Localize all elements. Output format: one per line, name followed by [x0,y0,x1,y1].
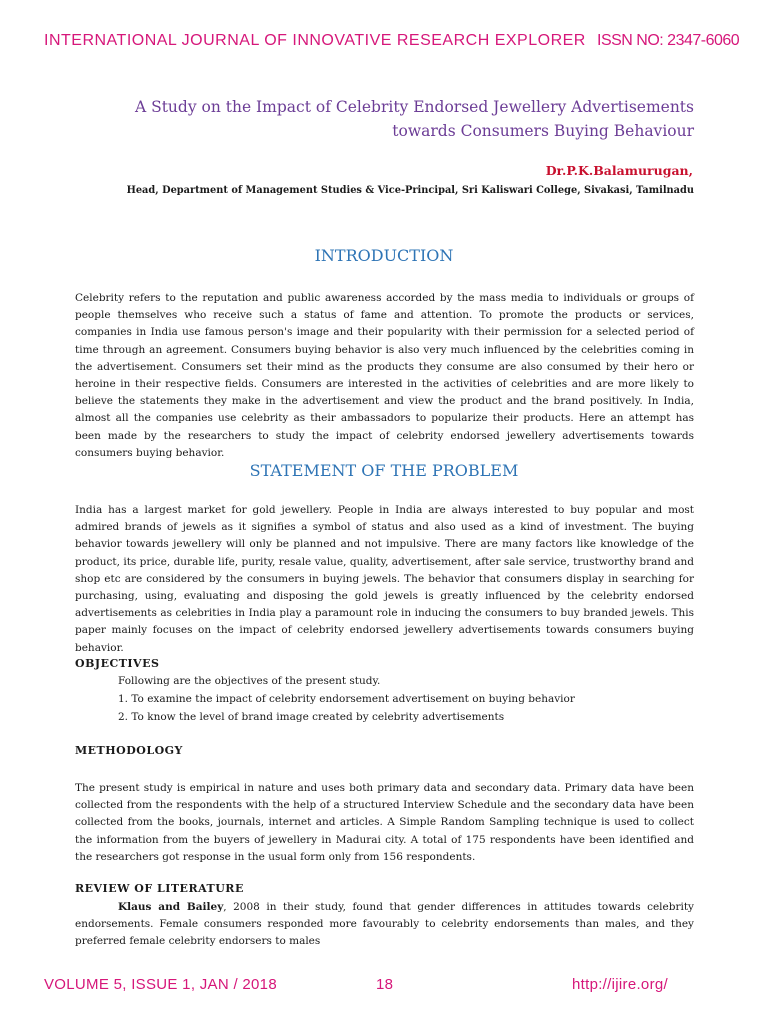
problem-paragraph: India has a largest market for gold jewellery. People in India are always interested to buy popular and most admired brands of jewels as it signifies a symbol of status and also used as a kind of investment. The buying behavior towards jewellery will only be planned and not impulsive. There are many factors like knowledge of the product, its price, durable life, purity, resale value, quality, advertisement, after sale service, trustworthy brand and shop etc are considered by the consumers in buying jewels. The behavior that consumers display in searching for purchasing, using, evaluating and disposing the gold jewels is greatly influenced by the celebrity endorsed advertisements as celebrities in India play a paramount role in inducing the consumers to buy branded jewels. This paper mainly focuses on the impact of celebrity endorsed jewellery advertisements towards consumers buying behavior. [75,504,694,654]
journal-name: INTERNATIONAL JOURNAL OF INNOVATIVE RESEARCH EXPLORER [44,32,586,49]
author-name: Dr.P.K.Balamurugan, [545,163,693,178]
author-affiliation: Head, Department of Management Studies & Vice-Principal, Sri Kaliswari College, Sivakasi, Tamilnadu [126,185,694,196]
objectives-intro: Following are the objectives of the present study. [118,675,381,687]
problem-heading: STATEMENT OF THE PROBLEM [249,461,519,480]
footer-url-link[interactable]: http://ijire.org/ [572,976,668,993]
objective-item: 2. To know the level of brand image created by celebrity advertisements [118,711,505,723]
paper-title [100,95,694,143]
methodology-paragraph: The present study is empirical in nature and uses both primary data and secondary data. Primary data have been collected from the respondents with the help of a structured Interview Schedule and the secondary data have been collected from the books, journals, internet and articles. A Simple Random Sampling technique is used to collect the information from the buyers of jewellery in Madurai city. A total of 175 respondents have been identified and the researchers got response in the usual form only from 156 respondents. [75,782,694,863]
literature-author: Klaus and Bailey [118,901,224,913]
methodology-heading: METHODOLOGY [75,744,183,757]
journal-issn: ISSN NO: 2347-6060 [597,32,740,49]
page-number: 18 [376,976,394,993]
introduction-paragraph: Celebrity refers to the reputation and public awareness accorded by the mass media to individuals or groups of people themselves who receive such a status of fame and attention. To promote the products or services, companies in India use famous person's image and their popularity with their permission for a selected period of time through an agreement. Consumers buying behavior is also very much influenced by the celebrities coming in the advertisement. Consumers set their mind as the products they consume are also consumed by their hero or heroine in their respective fields. Consumers are interested in the activities of celebrities and are more likely to believe the statements they make in the advertisement and view the product and the brand positively. In India, almost all the companies use celebrity as their ambassadors to popularize their products. Here an attempt has been made by the researchers to study the impact of celebrity endorsed jewellery advertisements towards consumers buying behavior. [75,292,694,459]
literature-heading: REVIEW OF LITERATURE [75,882,244,895]
paper-title-line-2: towards Consumers Buying Behaviour [392,122,694,140]
objective-item: 1. To examine the impact of celebrity endorsement advertisement on buying behavior [118,693,575,705]
journal-header [0,30,768,54]
objectives-heading: OBJECTIVES [75,657,160,670]
footer-volume: VOLUME 5, ISSUE 1, JAN / 2018 [44,976,277,993]
page-footer [0,976,768,1000]
paper-title-line-1: A Study on the Impact of Celebrity Endorsed Jewellery Advertisements [134,98,694,116]
literature-text: , 2008 in their study, found that gender differences in attitudes towards celebrity endorsements. Female consumers responded more favourably to celebrity endorsements than males, and they preferred female celebrity endorsers to males [75,901,694,948]
literature-paragraph [75,899,694,951]
introduction-heading: INTRODUCTION [314,246,454,265]
